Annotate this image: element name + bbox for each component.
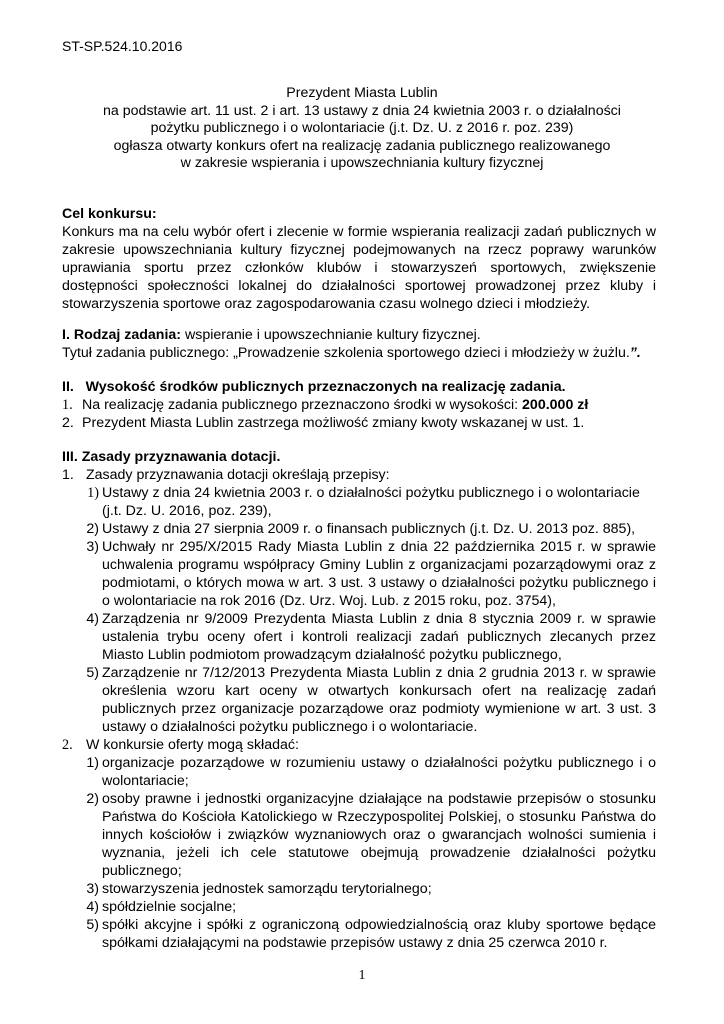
announcement-header [60, 85, 664, 173]
regulations-list [62, 484, 656, 736]
list-text: spółdzielnie socjalne; [102, 899, 237, 915]
goal-heading: Cel konkursu: [62, 206, 157, 222]
list-item [82, 538, 656, 610]
section-3-heading: III. Zasady przyznawania dotacji. [62, 449, 281, 465]
list-number: 2) [86, 791, 99, 807]
list-item [82, 610, 656, 664]
list-text: Zarządzenia nr 9/2009 Prezydenta Miasta Lublin z dnia 8 stycznia 2009 r. w sprawie ustalenia trybu oceny ofert i kontroli realizacji zadań publicznych zlecanych przez Miasto Lublin podmiotom prowadzącym działalność pożytku publicznego, [102, 611, 656, 663]
page-number: 1 [358, 968, 366, 983]
task-type-line [62, 326, 656, 344]
document-body [62, 205, 656, 952]
task-type-text: wspieranie i upowszechnianie kultury fizycznej. [181, 327, 481, 343]
list-number: 5) [86, 665, 99, 681]
list-number: 4) [86, 611, 99, 627]
header-line: pożytku publicznego i o wolontariacie (j.t. Dz. U. z 2016 r. poz. 239) [150, 120, 574, 137]
list-text: stowarzyszenia jednostek samorządu terytorialnego; [102, 881, 432, 897]
list-number: 2. [62, 737, 73, 753]
task-title [62, 344, 656, 362]
section-2-heading: II. Wysokość środków publicznych przeznaczonych na realizację zadania. [62, 379, 566, 395]
list-number: 1) [87, 485, 99, 501]
list-item [82, 880, 656, 898]
list-number: 1. [62, 467, 74, 483]
list-item [62, 396, 656, 414]
list-item [62, 736, 656, 754]
list-item [82, 484, 656, 520]
eligible-entities-list [62, 754, 656, 952]
document-reference: ST-SP.524.10.2016 [62, 38, 183, 54]
task-title-end: ”. [629, 345, 641, 361]
list-text: osoby prawne i jednostki organizacyjne działające na podstawie przepisów o stosunku Państwa do Kościoła Katolickiego w Rzeczypospolitej Polskiej, o stosunku Państwa do innych kościołów i związków wyznaniowych oraz o gwarancjach wolności sumienia i wyznania, jeżeli ich cele statutowe obejmują prowadzenie działalności pożytku publicznego; [102, 791, 656, 879]
list-item [62, 414, 656, 432]
section-1-heading: I. Rodzaj zadania: [62, 327, 182, 343]
list-text: Zasady przyznawania dotacji określają przepisy: [86, 467, 390, 483]
list-number: 3) [86, 539, 99, 555]
list-text: spółki akcyjne i spółki z ograniczoną odpowiedzialnością oraz kluby sportowe będące spółkami działającymi na podstawie przepisów ustawy z dnia 25 czerwca 2010 r. [102, 917, 656, 951]
list-number: 3) [86, 881, 99, 897]
header-line: ogłasza otwarty konkurs ofert na realizację zadania publicznego realizowanego [113, 137, 611, 154]
list-text: Ustawy z dnia 27 sierpnia 2009 r. o finansach publicznych (j.t. Dz. U. 2013 poz. 885), [102, 521, 636, 537]
list-text: W konkursie oferty mogą składać: [86, 737, 299, 753]
list-text: Ustawy z dnia 24 kwietnia 2003 r. o działalności pożytku publicznego i o wolontariacie (j.t. Dz. U. 2016, poz. 239), [102, 485, 640, 519]
funding-text: Na realizację zadania publicznego przeznaczono środki w wysokości: [82, 397, 523, 413]
funding-amount: 200.000 zł [522, 397, 589, 413]
list-number: 1) [86, 755, 99, 771]
list-item [62, 466, 656, 484]
list-item [82, 790, 656, 880]
task-title-text: Tytuł zadania publicznego: „Prowadzenie szkolenia sportowego dzieci i młodzieży w żużlu. [62, 345, 630, 361]
list-text [82, 396, 656, 414]
list-item [82, 754, 656, 790]
list-text: Uchwały nr 295/X/2015 Rady Miasta Lublin z dnia 22 października 2015 r. w sprawie uchwalenia programu współpracy Gminy Lublin z organizacjami pozarządowymi oraz z podmiotami, o których mowa w art. 3 ust. 3 ustawy o działalności pożytku publicznego i o wolontariacie na rok 2016 (Dz. Urz. Woj. Lub. z 2015 roku, poz. 3754), [102, 539, 656, 609]
list-text: organizacje pozarządowe w rozumieniu ustawy o działalności pożytku publicznego i o wolontariacie; [102, 755, 656, 789]
list-item [82, 916, 656, 952]
list-item [82, 520, 656, 538]
list-number: 1. [62, 397, 73, 413]
list-number: 2. [62, 415, 74, 431]
header-line: w zakresie wspierania i upowszechniania kultury fizycznej [180, 155, 544, 172]
header-line: Prezydent Miasta Lublin [286, 85, 438, 101]
header-line: na podstawie art. 11 ust. 2 i art. 13 ustawy z dnia 24 kwietnia 2003 r. o działalności [103, 102, 621, 119]
list-text: Zarządzenie nr 7/12/2013 Prezydenta Miasta Lublin z dnia 2 grudnia 2013 r. w sprawie określenia wzoru kart oceny w otwartych konkursach ofert na realizację zadań publicznych przez organizacje pozarządowe oraz podmioty wymienione w art. 3 ust. 3 ustawy o działalności pożytku publicznego i o wolontariacie. [102, 665, 656, 735]
list-number: 4) [86, 899, 99, 915]
list-number: 5) [86, 917, 99, 933]
list-item [82, 664, 656, 736]
list-item [82, 898, 656, 916]
list-text: Prezydent Miasta Lublin zastrzega możliwość zmiany kwoty wskazanej w ust. 1. [82, 415, 585, 431]
goal-text: Konkurs ma na celu wybór ofert i zlecenie w formie wspierania realizacji zadań publicznych w zakresie upowszechniania kultury fizycznej podejmowanych na rzecz poprawy warunków uprawiania sportu przez członków klubów i stowarzyszeń sportowych, zwiększenie dostępności społeczności lokalnej do działalności sportowej prowadzonej przez kluby i stowarzyszenia sportowe oraz zagospodarowania czasu wolnego dzieci i młodzieży. [62, 224, 656, 312]
list-number: 2) [86, 521, 99, 537]
